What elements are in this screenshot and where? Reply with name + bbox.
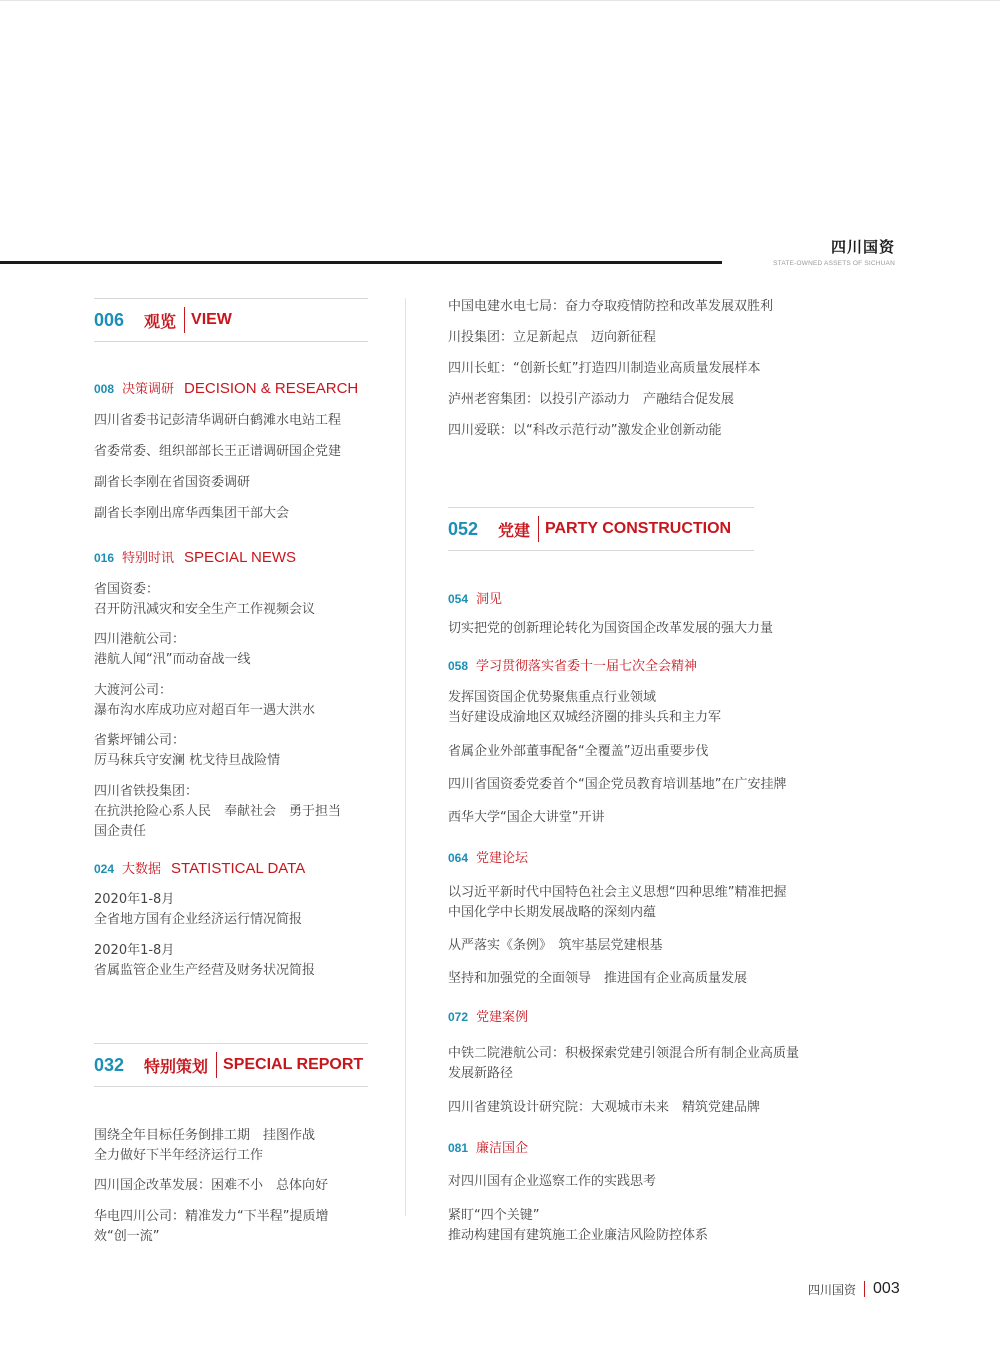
subsection-number: 081: [448, 1141, 469, 1155]
list-item[interactable]: 西华大学“国企大讲堂”开讲: [448, 810, 605, 825]
masthead-subtitle: STATE-OWNED ASSETS OF SICHUAN: [773, 260, 895, 267]
subsection-title-en: STATISTICAL DATA: [171, 860, 306, 877]
section-title-cn: 观览: [144, 311, 177, 331]
subsection-forum[interactable]: [448, 847, 538, 866]
footer-divider: [864, 1281, 865, 1297]
section-title-en: VIEW: [191, 311, 232, 328]
section-title-cn: 党建: [498, 520, 531, 540]
list-item[interactable]: 从严落实《条例》 筑牢基层党建根基: [448, 938, 663, 953]
subsection-title-cn: 党建案例: [476, 1010, 529, 1025]
list-item[interactable]: 四川国企改革发展：困难不小 总体向好: [94, 1178, 329, 1193]
list-item[interactable]: 2020年1-8月 全省地方国有企业经济运行情况简报: [94, 892, 303, 927]
subsection-number: 024: [94, 862, 115, 876]
subsection-number: 058: [448, 659, 469, 673]
list-item[interactable]: 紧盯“四个关键” 推动构建国有建筑施工企业廉洁风险防控体系: [448, 1208, 709, 1243]
subsection-decision[interactable]: [94, 378, 358, 397]
list-item[interactable]: 中铁二院港航公司：积极探索党建引领混合所有制企业高质量 发展新路径: [448, 1046, 800, 1081]
list-item[interactable]: 省属企业外部董事配备“全覆盖”迈出重要步伐: [448, 744, 709, 759]
list-item[interactable]: 省紫坪铺公司： 厉马秣兵守安澜 枕戈待旦战险情: [94, 733, 281, 768]
subsection-title-cn: 洞见: [476, 592, 503, 607]
list-item[interactable]: 坚持和加强党的全面领导 推进国有企业高质量发展: [448, 971, 748, 986]
page-footer: [808, 1280, 900, 1298]
subsection-cases[interactable]: [448, 1006, 538, 1025]
section-title-cn: 特别策划: [144, 1056, 209, 1076]
list-item[interactable]: 以习近平新时代中国特色社会主义思想“四种思维”精准把握 中国化学中长期发展战略的深刻内蕴: [448, 885, 787, 920]
list-item[interactable]: 四川省建筑设计研究院：大观城市未来 精筑党建品牌: [448, 1100, 761, 1115]
subsection-clean[interactable]: [448, 1137, 538, 1156]
section-number: 006: [94, 309, 125, 330]
section-number: 052: [448, 518, 479, 539]
subsection-title-cn: 特别时讯: [122, 551, 175, 566]
subsection-number: 064: [448, 851, 469, 865]
section-title-en: PARTY CONSTRUCTION: [545, 520, 732, 537]
list-item[interactable]: 省委常委、组织部部长王正谱调研国企党建: [94, 444, 342, 459]
page-number: 003: [873, 1280, 900, 1297]
subsection-title-en: DECISION & RESEARCH: [184, 380, 359, 397]
header-rule: [0, 261, 722, 264]
list-item[interactable]: 川投集团：立足新起点 迈向新征程: [448, 330, 657, 345]
list-item[interactable]: 大渡河公司： 瀑布沟水库成功应对超百年一遇大洪水: [94, 683, 316, 718]
subsection-title-cn: 决策调研: [122, 382, 175, 397]
list-item[interactable]: 四川爱联：以“科改示范行动”激发企业创新动能: [448, 423, 722, 438]
list-item[interactable]: 2020年1-8月 省属监管企业生产经营及财务状况简报: [94, 943, 316, 978]
list-item[interactable]: 围绕全年目标任务倒排工期 挂图作战 全力做好下半年经济运行工作: [94, 1128, 316, 1163]
list-item[interactable]: 中国电建水电七局：奋力夺取疫情防控和改革发展双胜利: [448, 299, 774, 314]
list-item[interactable]: 泸州老窖集团：以投引产添动力 产融结合促发展: [448, 392, 735, 407]
list-item[interactable]: 四川港航公司： 港航人闻“汛”而动奋战一线: [94, 632, 251, 667]
subsection-statistical-data[interactable]: [94, 858, 305, 877]
list-item[interactable]: 副省长李刚在省国资委调研: [94, 475, 251, 490]
subsection-study[interactable]: [448, 655, 707, 674]
masthead-title: 四川国资: [830, 238, 895, 256]
list-item[interactable]: 四川省委书记彭清华调研白鹤滩水电站工程: [94, 413, 342, 428]
section-party-construction[interactable]: [448, 507, 754, 551]
subsection-number: 072: [448, 1010, 469, 1024]
footer-title: 四川国资: [808, 1282, 857, 1297]
subsection-title-cn: 学习贯彻落实省委十一届七次全会精神: [476, 659, 698, 674]
subsection-insight[interactable]: [448, 588, 512, 607]
list-item[interactable]: 副省长李刚出席华西集团干部大会: [94, 506, 290, 521]
list-item[interactable]: 省国资委： 召开防汛减灾和安全生产工作视频会议: [94, 582, 316, 617]
list-item[interactable]: 华电四川公司：精准发力“下半程”提质增 效“创一流”: [94, 1209, 329, 1244]
section-special-report[interactable]: [94, 1043, 368, 1087]
list-item[interactable]: 对四川国有企业巡察工作的实践思考: [448, 1174, 657, 1189]
list-item[interactable]: 切实把党的创新理论转化为国资国企改革发展的强大力量: [448, 621, 774, 636]
list-item[interactable]: 四川长虹：“创新长虹”打造四川制造业高质量发展样本: [448, 361, 761, 376]
subsection-title-cn: 党建论坛: [476, 851, 529, 866]
list-item[interactable]: 四川省铁投集团： 在抗洪抢险心系人民 奉献社会 勇于担当 国企责任: [94, 784, 342, 839]
list-item[interactable]: 四川省国资委党委首个“国企党员教育培训基地”在广安挂牌: [448, 777, 787, 792]
subsection-number: 008: [94, 382, 115, 396]
column-divider: [405, 298, 406, 1216]
section-view[interactable]: [94, 298, 368, 342]
list-item[interactable]: 发挥国资国企优势聚焦重点行业领域 当好建设成渝地区双城经济圈的排头兵和主力军: [448, 690, 722, 725]
subsection-special-news[interactable]: [94, 547, 296, 566]
subsection-number: 054: [448, 592, 469, 606]
masthead: [770, 236, 895, 267]
top-hairline: [0, 0, 1000, 1]
section-title-en: SPECIAL REPORT: [223, 1056, 364, 1073]
subsection-title-cn: 廉洁国企: [476, 1141, 529, 1156]
subsection-title-en: SPECIAL NEWS: [184, 549, 297, 566]
section-number: 032: [94, 1054, 125, 1075]
section-divider: [216, 1052, 217, 1078]
subsection-number: 016: [94, 551, 115, 565]
subsection-title-cn: 大数据: [122, 862, 162, 877]
section-divider: [184, 307, 185, 333]
section-divider: [538, 516, 539, 542]
